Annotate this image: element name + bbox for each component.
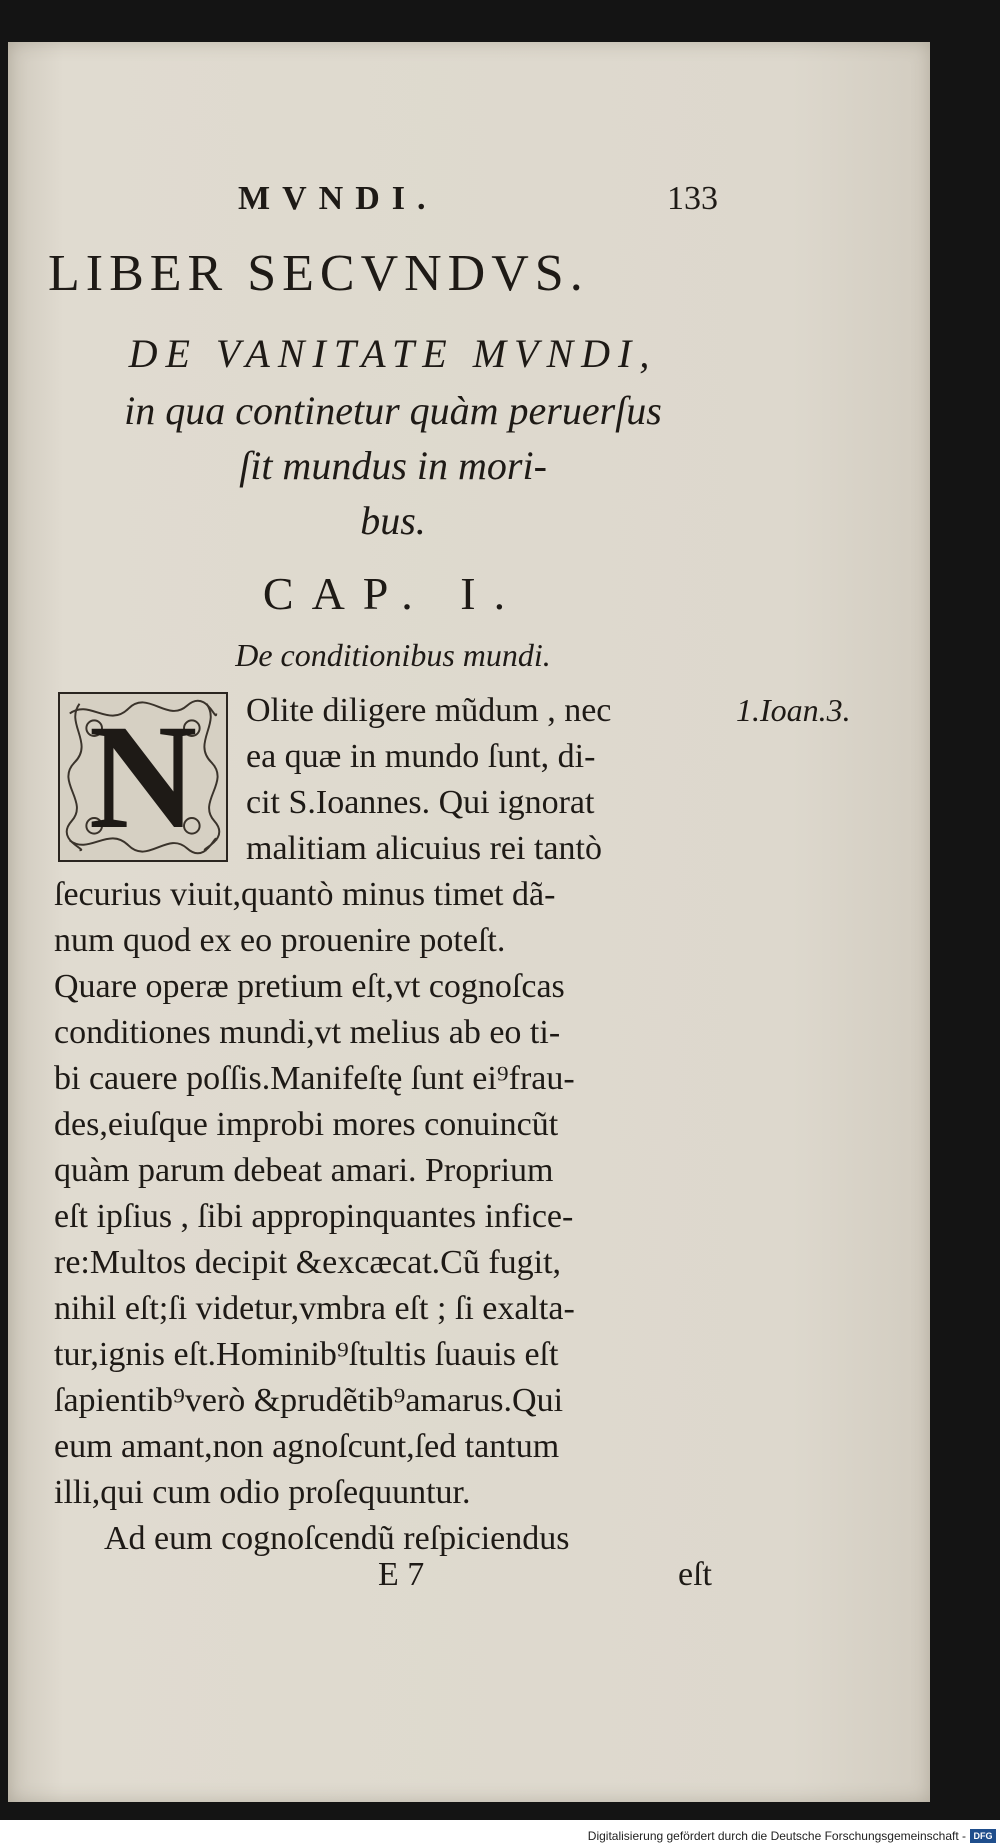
body-line: nihil eſt;ſi videtur,vmbra eſt ; ſi exalta-: [54, 1290, 575, 1327]
body-line: Quare operæ pretium eſt,vt cognoſcas: [54, 968, 565, 1005]
subtitle-line: bus.: [360, 498, 426, 543]
page-number: 133: [667, 180, 718, 217]
dfg-logo-icon: DFG: [970, 1829, 996, 1843]
body-line: re:Multos decipit &excæcat.Cũ fugit,: [54, 1244, 562, 1281]
funding-credit: Digitalisierung gefördert durch die Deutsche Forschungsgemeinschaft -: [587, 1829, 966, 1843]
body-line: cit S.Ioannes. Qui ignorat: [246, 784, 595, 821]
body-line: ſapientib⁹verò &prudẽtib⁹amarus.Qui: [54, 1382, 564, 1419]
body-line: ea quæ in mundo ſunt, di-: [246, 738, 596, 775]
chapter-heading: CAP. I.: [262, 568, 524, 619]
catchword: eſt: [678, 1556, 712, 1593]
body-line: conditiones mundi,vt melius ab eo ti-: [54, 1014, 561, 1051]
subtitle-line: ſit mundus in mori-: [239, 443, 547, 488]
chapter-subheading: De conditionibus mundi.: [235, 637, 551, 673]
decorated-initial: [58, 692, 228, 862]
body-line: eſt ipſius , ſibi appropinquantes infice-: [54, 1198, 574, 1235]
body-line: tur,ignis eſt.Hominib⁹ſtultis ſuauis eſt: [54, 1336, 559, 1373]
running-title: MVNDI.: [238, 180, 438, 217]
body-line: bi cauere poſſis.Manifeſtę ſunt ei⁹frau-: [54, 1060, 575, 1097]
book-title: LIBER SECVNDVS.: [48, 245, 589, 302]
body-line: Ad eum cognoſcendũ reſpiciendus: [104, 1520, 570, 1557]
body-line: illi,qui cum odio proſequuntur.: [54, 1474, 471, 1511]
body-line: malitiam alicuius rei tantò: [246, 830, 602, 867]
subtitle-line: DE VANITATE MVNDI,: [128, 331, 658, 376]
marginal-note: 1.Ioan.3.: [736, 692, 851, 728]
body-line: quàm parum debeat amari. Proprium: [54, 1152, 554, 1189]
signature-mark: E 7: [378, 1556, 425, 1593]
body-line: des,eiuſque improbi mores conuincũt: [54, 1106, 559, 1143]
body-line: ſecurius viuit,quantò minus timet dã-: [54, 876, 556, 913]
body-line: eum amant,non agnoſcunt,ſed tantum: [54, 1428, 560, 1465]
body-line: num quod ex eo prouenire poteſt.: [54, 922, 506, 959]
body-line: Olite diligere mũdum , nec: [246, 692, 612, 729]
book-page: [8, 42, 930, 1802]
footer-bar: [0, 1826, 1000, 1847]
running-header: [238, 180, 718, 230]
subtitle-line: in qua continetur quàm peruerſus: [124, 388, 662, 433]
initial-letter: N: [88, 694, 198, 860]
